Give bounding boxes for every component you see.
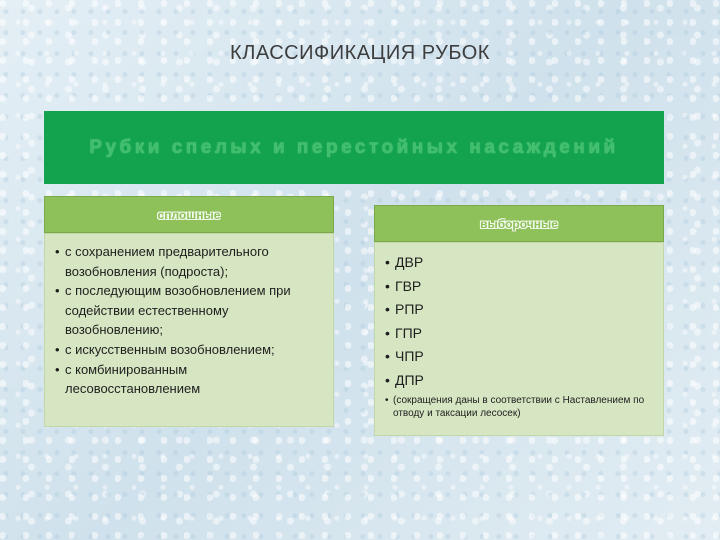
left-header-label: сплошные xyxy=(157,207,221,222)
list-item: • ГВР xyxy=(385,275,655,299)
list-item: • ГПР xyxy=(385,322,655,346)
left-column-box xyxy=(44,233,334,427)
left-list xyxy=(55,242,325,399)
list-item: • с сохранением предварительного возобновления (подроста); xyxy=(55,242,325,281)
right-header-label: выборочные xyxy=(480,216,558,231)
list-item: • РПР xyxy=(385,298,655,322)
list-item: • с комбинированным лесовосстановлением xyxy=(55,360,325,399)
right-list xyxy=(385,251,655,392)
right-column-box xyxy=(374,242,664,436)
right-column-header xyxy=(374,205,664,242)
banner xyxy=(44,111,664,184)
abbreviation-note: • (сокращения даны в соответствии с Наставлением по отводу и таксации лесосек) xyxy=(385,395,655,420)
page-title: КЛАССИФИКАЦИЯ РУБОК xyxy=(230,42,490,64)
list-item: • ЧПР xyxy=(385,345,655,369)
list-item: • ДПР xyxy=(385,369,655,393)
banner-text: Рубки спелых и перестойных насаждений xyxy=(89,136,619,158)
list-item: • ДВР xyxy=(385,251,655,275)
list-item: • с последующим возобновлением при содействии естественному возобновлению; xyxy=(55,281,325,340)
list-item: • с искусственным возобновлением; xyxy=(55,340,325,360)
left-column-header xyxy=(44,196,334,233)
